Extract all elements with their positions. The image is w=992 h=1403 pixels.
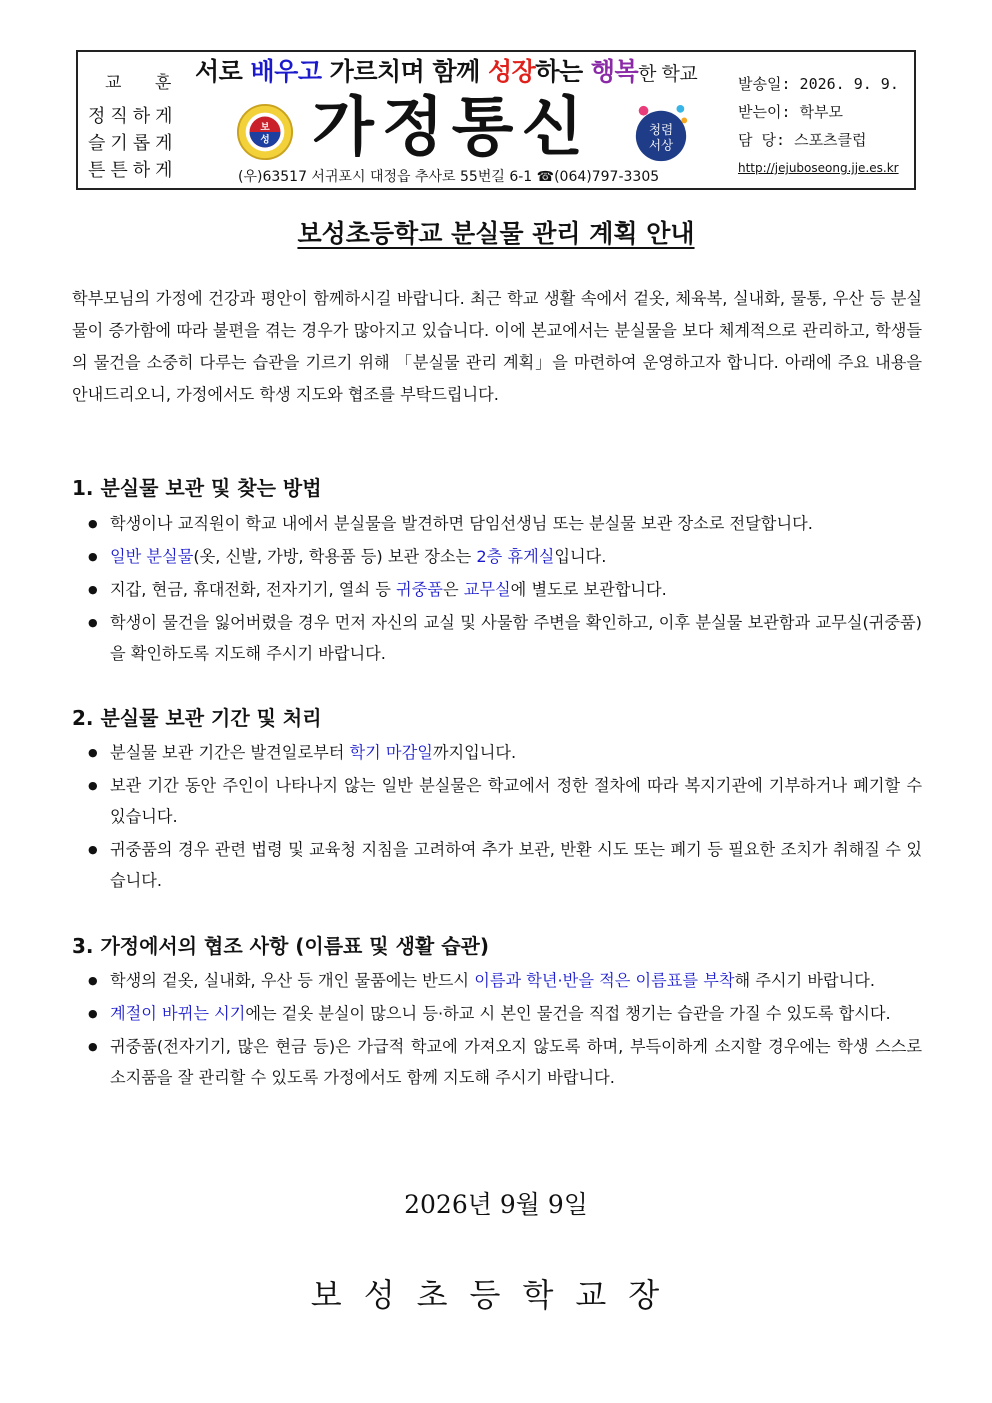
signer: 보성초등학교장 [310, 1276, 682, 1314]
document-title-wrap [0, 214, 992, 250]
slogan-part: 서로 [195, 57, 251, 86]
logo-text: 청렴 [648, 122, 674, 137]
document-title: 보성초등학교 분실물 관리 계획 안내 [297, 219, 695, 248]
motto-line: 정직하게 [88, 106, 178, 127]
list-item: ● 계절이 바뀌는 시기에는 겉옷 분실이 많으니 등·하교 시 본인 물건을 직접 챙기는 습관을 가질 수 있도록 합시다. [88, 998, 922, 1029]
list-item: ● 귀중품의 경우 관련 법령 및 교육청 지침을 고려하여 추가 보관, 반환 시도 또는 폐기 등 필요한 조치가 취해질 수 있습니다. [88, 834, 922, 896]
logo-text: 서상 [648, 137, 674, 153]
list-item: ● 귀중품(전자기기, 많은 현금 등)은 가급적 학교에 가져오지 않도록 하며, 부득이하게 소지할 경우에는 학생 스스로 소지품을 잘 관리할 수 있도록 가정에서도 함께 지도해 주시기 바랍니다. [88, 1031, 922, 1093]
school-slogan [195, 52, 697, 88]
motto-label: 교 훈 [105, 73, 186, 93]
document-date: 2026년 9월 9일 [404, 1190, 588, 1219]
school-emblem-icon [236, 103, 294, 161]
slogan-part: 한 학교 [638, 63, 698, 85]
integrity-logo-icon [630, 103, 692, 165]
manager: 담 당: 스포츠클럽 [738, 131, 867, 149]
slogan-part: 성장 [487, 57, 536, 86]
section-heading: 3. 가정에서의 협조 사항 (이름표 및 생활 습관) [72, 934, 489, 958]
school-address: (우)63517 서귀포시 대정읍 추사로 55번길 6-1 ☎(064)797-3305 [238, 169, 660, 185]
notice-meta [738, 70, 899, 182]
emblem-text: 보 [260, 122, 270, 134]
section-heading: 1. 분실물 보관 및 찾는 방법 [72, 476, 322, 500]
intro-paragraph: 학부모님의 가정에 건강과 평안이 함께하시길 바랍니다. 최근 학교 생활 속에서 겉옷, 체육복, 실내화, 물통, 우산 등 분실물이 증가함에 따라 불편을 겪는 경우가 많아지고 있습니다. 이에 본교에서는 분실물을 보다 체계적으로 관리하고, 학생들의 물건을 소중히 다루는 습관을 기르기 위해 「분실물 관리 계획」을 마련하여 운영하고자 합니다. 아래에 주요 내용을 안내드리오니, 가정에서도 학생 지도와 협조를 부탁드립니다. [72, 289, 922, 404]
list-item: ● 일반 분실물(옷, 신발, 가방, 학용품 등) 보관 장소는 2층 휴게실입니다. [88, 541, 922, 572]
list-item: ● 학생이나 교직원이 학교 내에서 분실물을 발견하면 담임선생님 또는 분실물 보관 장소로 전달합니다. [88, 508, 922, 539]
list-item: ● 학생이 물건을 잃어버렸을 경우 먼저 자신의 교실 및 사물함 주변을 확인하고, 이후 분실물 보관함과 교무실(귀중품)을 확인하도록 지도해 주시기 바랍니다. [88, 607, 922, 669]
slogan-part: 가르치며 함께 [321, 57, 488, 86]
school-url-link[interactable]: http://jejuboseong.jje.es.kr [738, 161, 899, 175]
recipient: 받는이: 학부모 [738, 103, 844, 121]
section-heading: 2. 분실물 보관 기간 및 처리 [72, 706, 322, 730]
section-3-list [88, 965, 922, 1095]
section-1-list [88, 508, 922, 671]
list-item: ● 분실물 보관 기간은 발견일로부터 학기 마감일까지입니다. [88, 737, 922, 768]
sent-date: 발송일: 2026. 9. 9. [738, 75, 899, 93]
slogan-part: 행복 [590, 57, 639, 86]
list-item: ● 보관 기간 동안 주인이 나타나지 않는 일반 분실물은 학교에서 정한 절차에 따라 복지기관에 기부하거나 폐기할 수 있습니다. [88, 770, 922, 832]
motto-lines [88, 103, 178, 184]
slogan-part: 배우고 [250, 57, 322, 86]
motto-line: 튼튼하게 [88, 160, 178, 181]
section-2-list [88, 737, 922, 898]
newsletter-title: 가정통신 [312, 91, 592, 165]
list-item: ● 지갑, 현금, 휴대전화, 전자기기, 열쇠 등 귀중품은 교무실에 별도로 보관합니다. [88, 574, 922, 605]
list-item: ● 학생의 겉옷, 실내화, 우산 등 개인 물품에는 반드시 이름과 학년·반을 적은 이름표를 부착해 주시기 바랍니다. [88, 965, 922, 996]
motto-line: 슬기롭게 [88, 133, 178, 154]
emblem-text: 성 [260, 134, 270, 146]
slogan-part: 하는 [535, 57, 591, 86]
